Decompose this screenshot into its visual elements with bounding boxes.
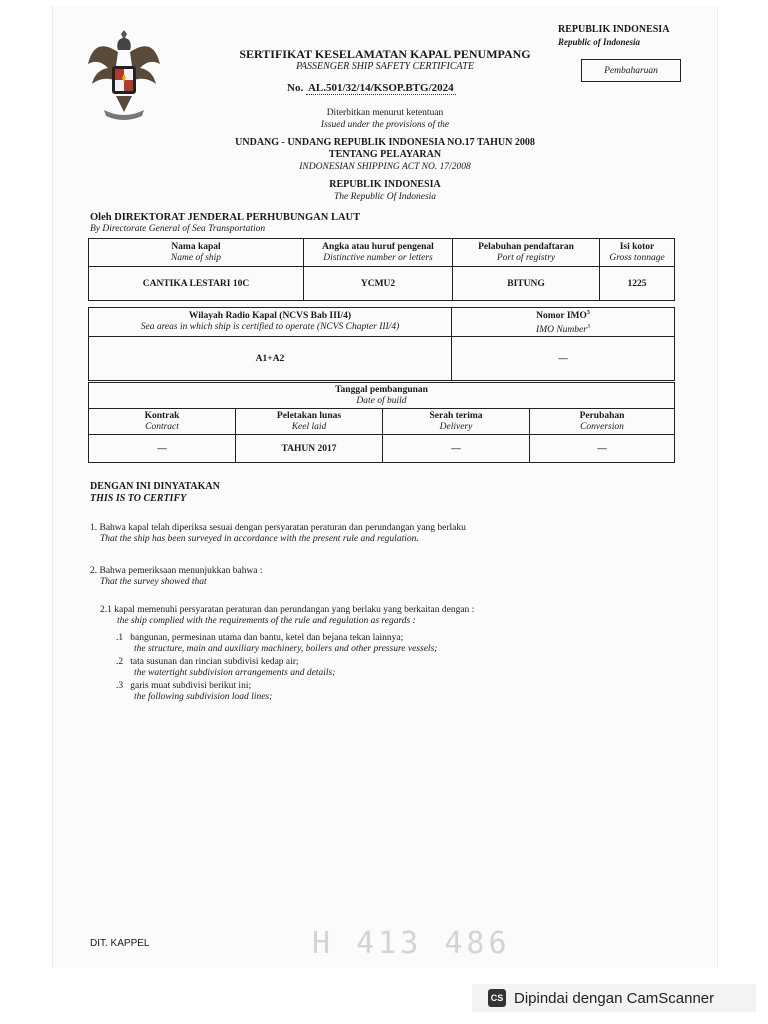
law-line1: UNDANG - UNDANG REPUBLIK INDONESIA NO.17 TAHUN 2008 xyxy=(235,137,535,148)
garuda-emblem-icon xyxy=(88,30,160,122)
callsign-value: YCMU2 xyxy=(304,267,453,301)
tonnage-value: 1225 xyxy=(600,267,675,301)
contract-value: — xyxy=(89,435,236,463)
col-tonnage: Isi kotor Gross tonnage xyxy=(600,239,675,267)
title-en: PASSENGER SHIP SAFETY CERTIFICATE xyxy=(296,61,474,72)
issuing-authority xyxy=(90,212,360,235)
republic-id: REPUBLIK INDONESIA xyxy=(558,24,670,35)
list-item: .3 garis muat subdivisi berikut ini; the following subdivision load lines; xyxy=(116,681,273,702)
authority-id: Oleh DIREKTORAT JENDERAL PERHUBUNGAN LAUT xyxy=(90,212,361,223)
certify-heading-id: DENGAN INI DINYATAKAN xyxy=(90,481,220,492)
col-contract: Kontrak Contract xyxy=(89,409,236,435)
col-delivery: Serah terima Delivery xyxy=(383,409,530,435)
republic-header xyxy=(558,24,669,48)
renewal-box: Pembaharuan xyxy=(581,59,681,82)
serial-number: H 413 486 xyxy=(312,926,511,961)
sea-area-value: A1+A2 xyxy=(89,337,452,381)
col-sea-area: Wilayah Radio Kapal (NCVS Bab III/4) Sea areas in which ship is certified to operate (NCVS Chapter III/4) xyxy=(89,308,452,337)
clause-2: 2. Bahwa pemeriksaan menunjukkan bahwa : That the survey showed that xyxy=(90,566,263,587)
certify-heading xyxy=(90,481,220,505)
col-callsign: Angka atau huruf pengenal Distinctive number or letters xyxy=(304,239,453,267)
conversion-value: — xyxy=(530,435,675,463)
law-en: INDONESIAN SHIPPING ACT NO. 17/2008 xyxy=(299,162,471,172)
col-conversion: Perubahan Conversion xyxy=(530,409,675,435)
imo-value: — xyxy=(452,337,675,381)
number-prefix: No. xyxy=(287,82,304,94)
keel-value: TAHUN 2017 xyxy=(236,435,383,463)
radio-area-table xyxy=(88,307,675,381)
camscanner-text: Dipindai dengan CamScanner xyxy=(514,989,715,1007)
certify-heading-en: THIS IS TO CERTIFY xyxy=(90,493,187,504)
build-date-table xyxy=(88,382,675,463)
port-value: BITUNG xyxy=(453,267,600,301)
country-id: REPUBLIK INDONESIA xyxy=(329,179,441,190)
certificate-title xyxy=(200,47,570,73)
department-code: DIT. KAPPEL xyxy=(90,938,150,949)
issued-en: Issued under the provisions of the xyxy=(320,120,450,130)
list-item: .2 tata susunan dan rincian subdivisi kedap air; the watertight subdivision arrangements and details; xyxy=(116,657,336,678)
col-keel: Peletakan lunas Keel laid xyxy=(236,409,383,435)
ship-name-value: CANTIKA LESTARI 10C xyxy=(89,267,304,301)
camscanner-banner xyxy=(472,984,756,1012)
number-value: AL.501/32/14/KSOP.BTG/2024 xyxy=(307,82,454,94)
camscanner-logo-icon: CS xyxy=(488,989,506,1007)
authority-en: By Directorate General of Sea Transportation xyxy=(90,224,266,234)
law-line2: TENTANG PELAYARAN xyxy=(328,149,442,160)
country-en: The Republic Of Indonesia xyxy=(333,192,437,202)
title-id: SERTIFIKAT KESELAMATAN KAPAL PENUMPANG xyxy=(239,47,531,61)
certificate-number xyxy=(287,82,456,94)
clause-1: 1. Bahwa kapal telah diperiksa sesuai dengan persyaratan peraturan dan perundangan yang berlaku That the ship has been surveyed in accordance with the present rule and regulation. xyxy=(90,523,466,544)
col-port: Pelabuhan pendaftaran Port of registry xyxy=(453,239,600,267)
col-ship-name: Nama kapal Name of ship xyxy=(89,239,304,267)
clause-items xyxy=(116,633,686,703)
ship-info-table xyxy=(88,238,675,301)
col-imo: Nomor IMO$^3$ IMO Number$^3$ xyxy=(452,308,675,337)
issued-id: Diterbitkan menurut ketentuan xyxy=(326,108,444,118)
legal-basis xyxy=(200,108,570,203)
delivery-value: — xyxy=(383,435,530,463)
build-date-title: Tanggal pembangunan Date of build xyxy=(89,383,675,409)
republic-en: Republic of Indonesia xyxy=(558,37,641,47)
clause-2-1: 2.1 kapal memenuhi persyaratan peraturan dan perundangan yang berlaku yang berkaitan dengan : the ship complied with the requirements of the rule and regulation as regards : xyxy=(100,605,475,626)
list-item: .1 bangunan, permesinan utama dan bantu, ketel dan bejana tekan lainnya; the structure, main and auxiliary machinery, boilers and other pressure vessels; xyxy=(116,633,438,654)
